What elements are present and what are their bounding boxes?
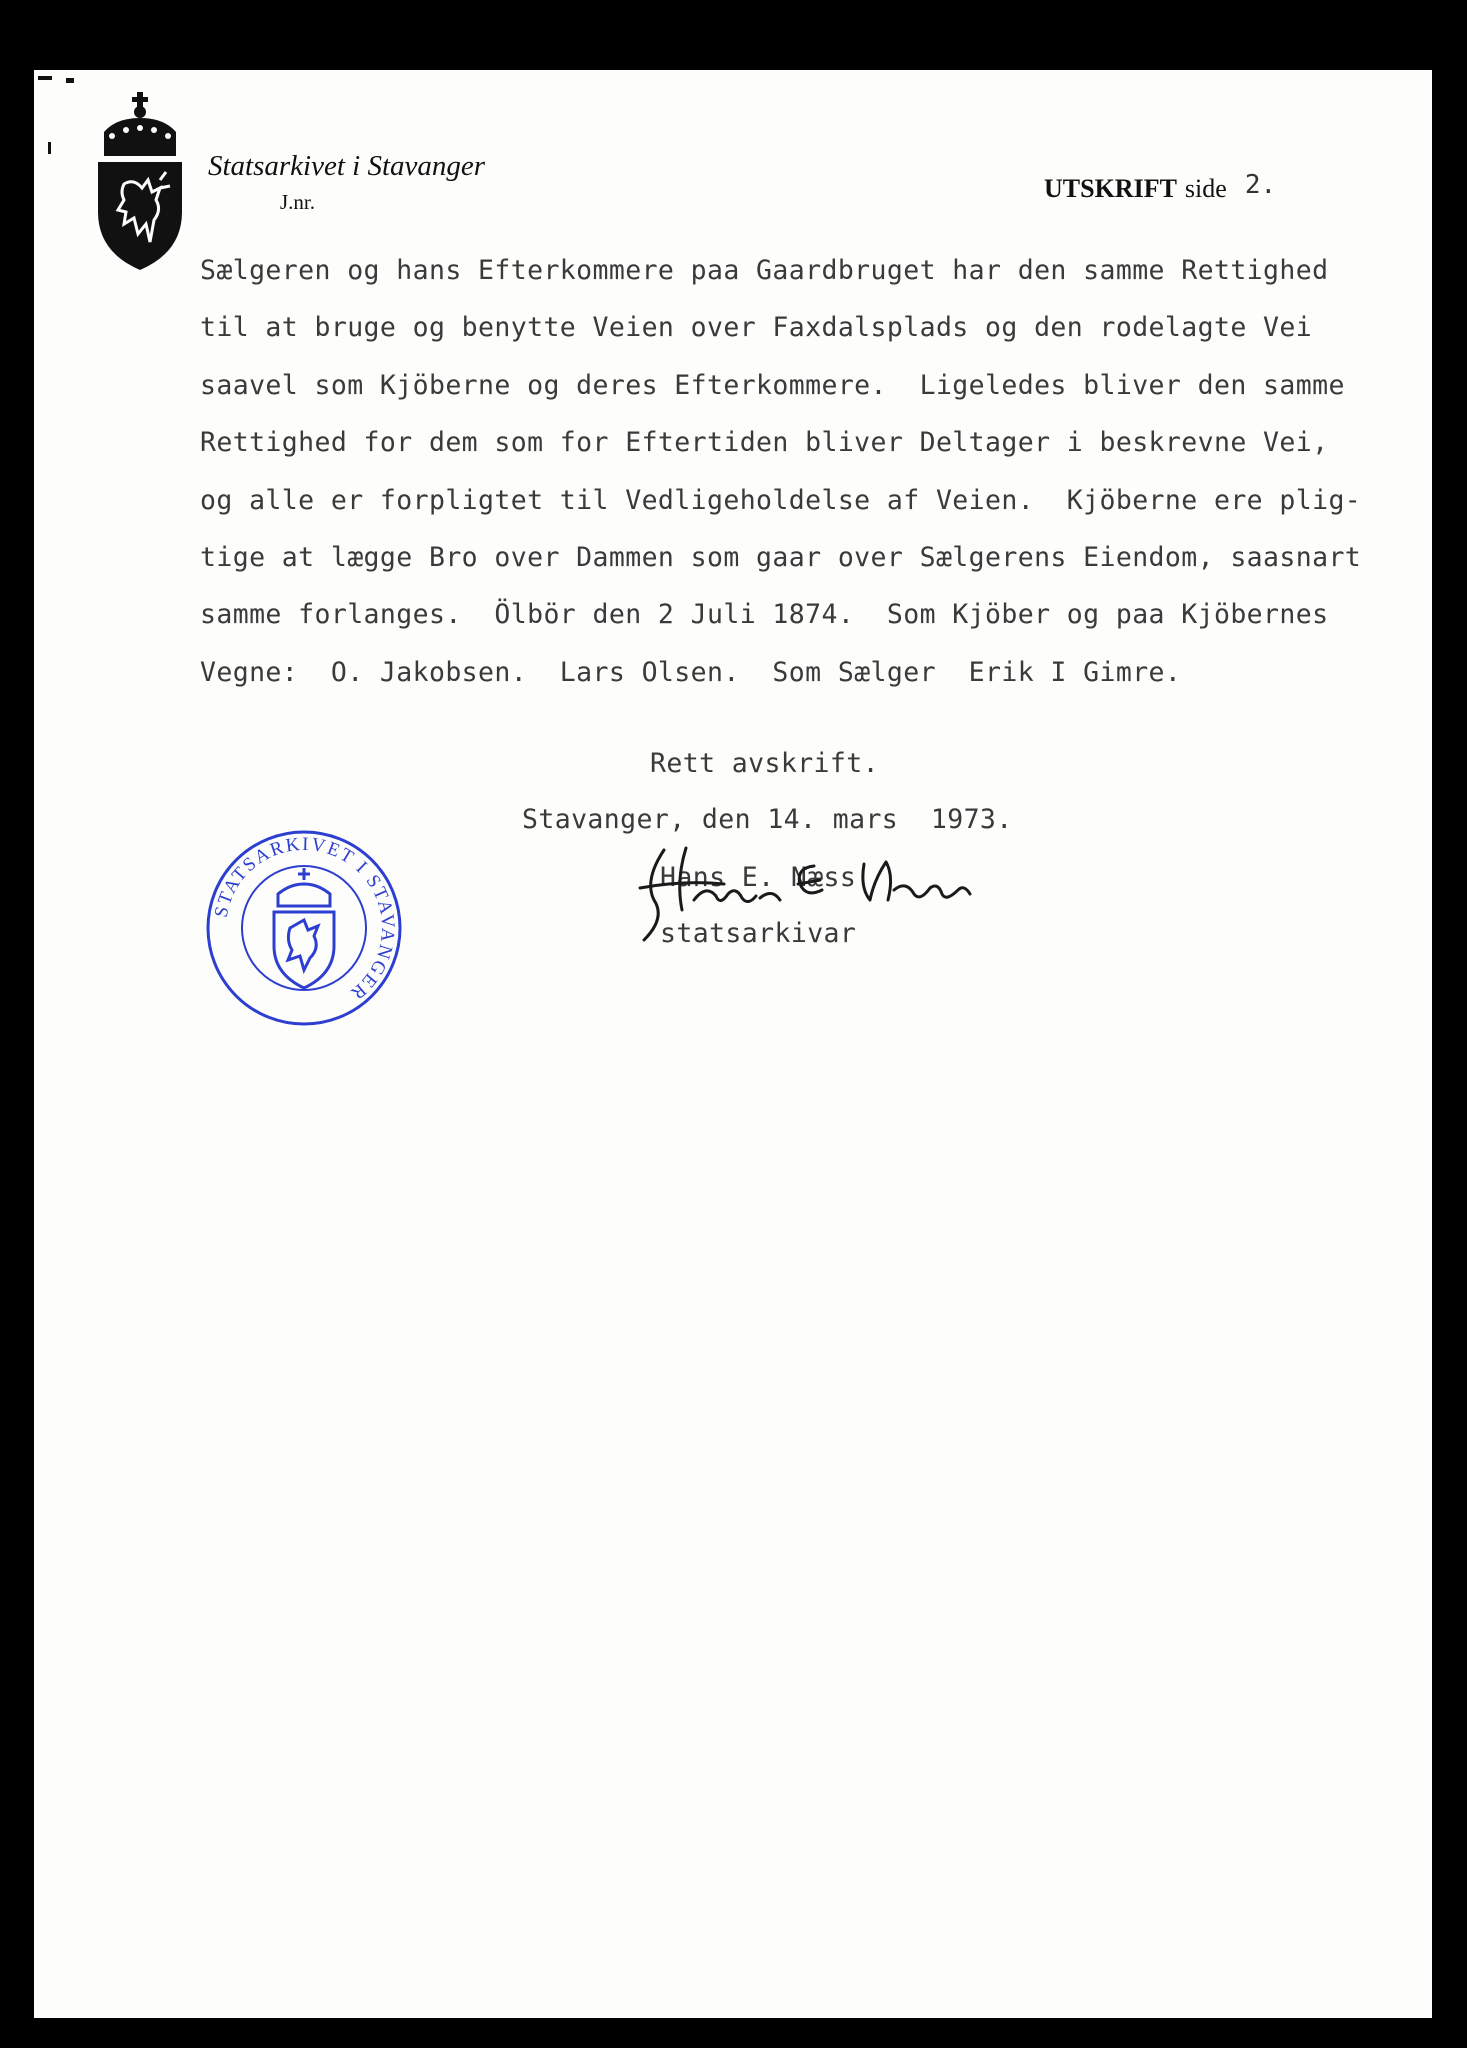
coat-of-arms-icon [94, 92, 186, 270]
body-line: samme forlanges. Ölbör den 2 Juli 1874. Som Kjöber og paa Kjöbernes [200, 599, 1329, 631]
stamp-text: STATSARKIVET I STAVANGER [210, 833, 399, 1005]
handwritten-signature [624, 840, 1004, 950]
body-line: Sælgeren og hans Efterkommere paa Gaardbruget har den samme Rettighed [200, 255, 1329, 286]
scan-mark [48, 142, 51, 154]
side-label: side [1184, 174, 1227, 203]
scan-mark [38, 76, 52, 80]
body-text [200, 242, 1430, 701]
body-line: Rettighed for dem som for Eftertiden bliver Deltager i beskrevne Vei, [200, 427, 1329, 459]
institution-name: Statsarkivet i Stavanger [208, 150, 486, 182]
archive-stamp [204, 828, 404, 1028]
page-number: 2. [1244, 170, 1277, 200]
body-line: Vegne: O. Jakobsen. Lars Olsen. Som Sælger Erik I Gimre. [200, 656, 1182, 688]
document-page [34, 70, 1432, 2018]
certification-text: Rett avskrift. [650, 748, 879, 779]
journal-number-label: J.nr. [280, 190, 316, 214]
body-line: saavel som Kjöberne og deres Efterkommere. Ligeledes bliver den samme [200, 369, 1345, 401]
scan-mark [66, 78, 74, 83]
signer-title: statsarkivar [660, 918, 857, 949]
place-date: Stavanger, den 14. mars 1973. [522, 804, 1013, 835]
utskrift-header [1044, 170, 1277, 204]
body-line: og alle er forpligtet til Vedligeholdelse af Veien. Kjöberne ere plig- [200, 484, 1362, 516]
body-line: tige at lægge Bro over Dammen som gaar over Sælgerens Eiendom, saasnart [200, 541, 1362, 573]
utskrift-label: UTSKRIFT [1044, 174, 1177, 203]
signer-name: Hans E. Næss [660, 862, 857, 893]
body-line: til at bruge og benytte Veien over Faxdalsplads og den rodelagte Vei [200, 312, 1313, 344]
